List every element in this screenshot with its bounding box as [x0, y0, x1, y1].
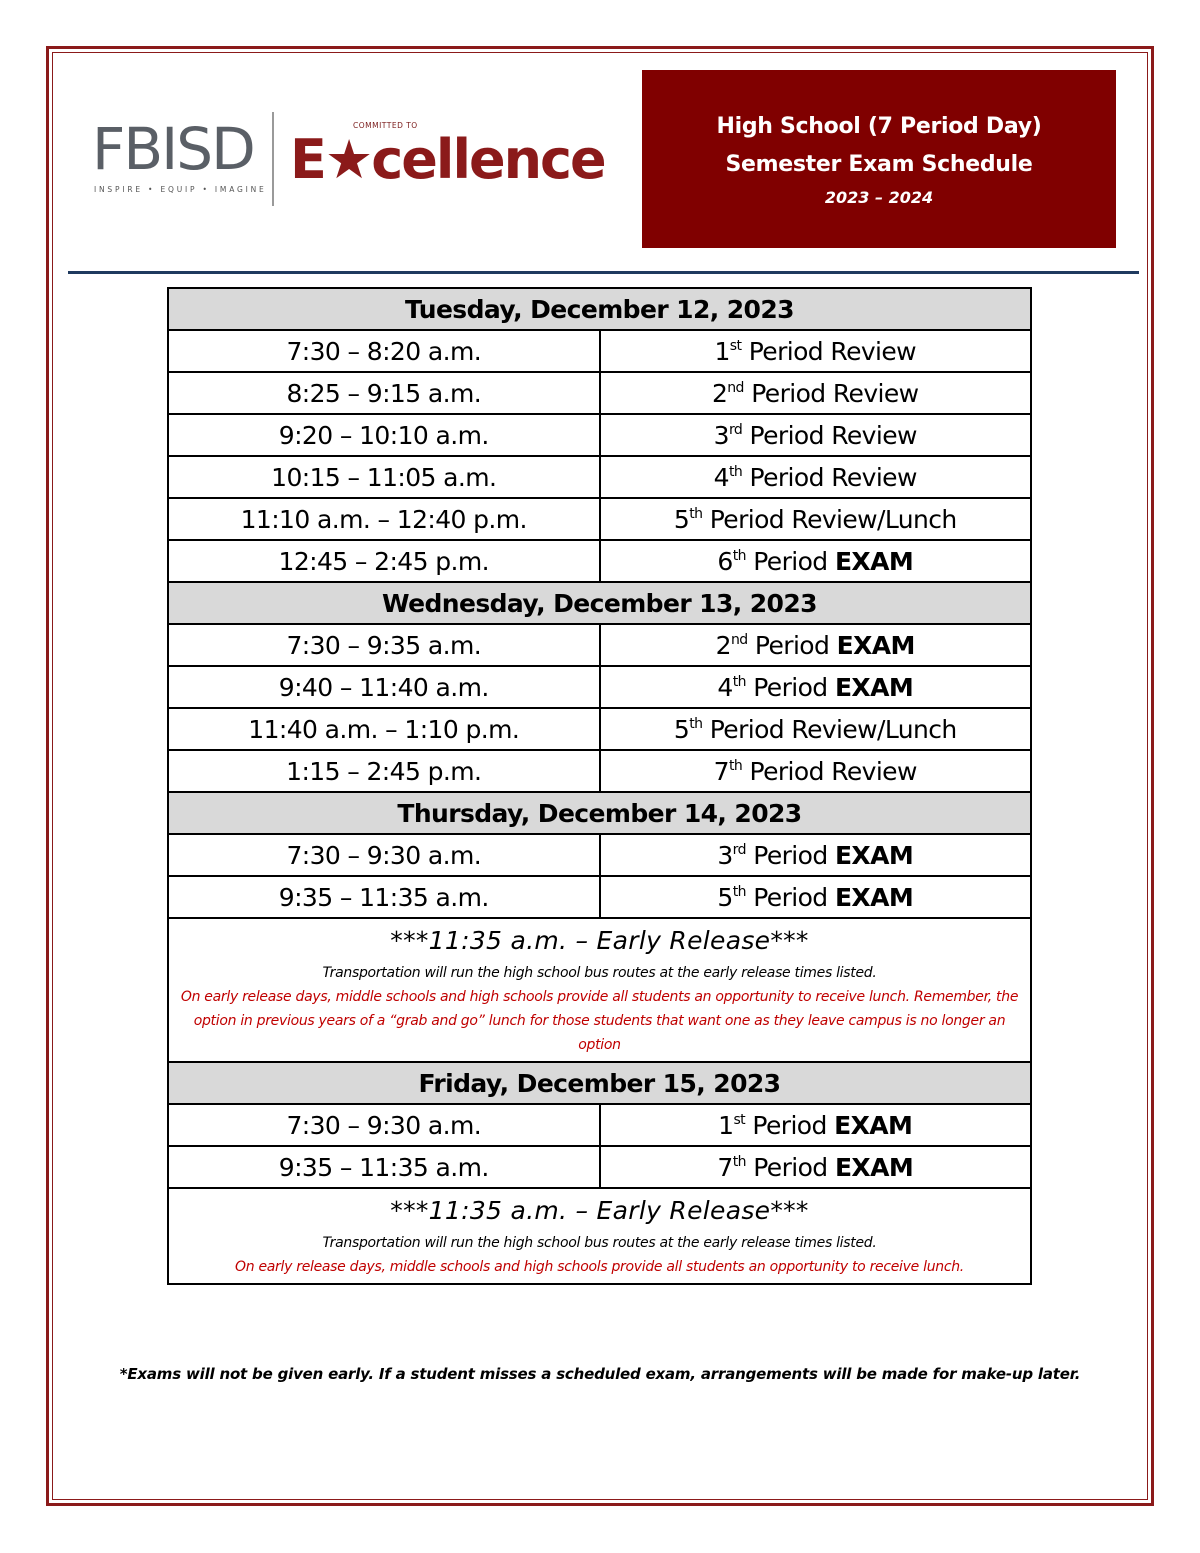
activity-cell [600, 1104, 1032, 1146]
footnote: *Exams will not be given early. If a student misses a scheduled exam, arrangements will be made for make-up later. [119, 1365, 1081, 1383]
period-ordinal: rd [728, 421, 743, 438]
title-line-2: Semester Exam Schedule [725, 152, 1033, 177]
period-number: 7 [717, 1152, 733, 1182]
excellence-wordmark: E★cellence [290, 128, 605, 191]
time-slot: 9:35 – 11:35 a.m. [168, 876, 600, 918]
day-header-row [168, 582, 1031, 624]
period-ordinal: th [728, 757, 743, 774]
early-release-row [168, 918, 1031, 1062]
time-slot: 7:30 – 8:20 a.m. [168, 330, 600, 372]
title-line-1: High School (7 Period Day) [716, 114, 1042, 139]
district-logo [92, 112, 612, 208]
exam-label: EXAM [836, 630, 915, 660]
activity-label: Period [753, 1152, 828, 1182]
transportation-note: Transportation will run the high school bus routes at the early release times listed. [322, 1235, 877, 1251]
day-header-row [168, 288, 1031, 330]
early-release-note [168, 918, 1031, 1062]
activity-label: Period [753, 546, 828, 576]
activity-label: Period Review [751, 378, 919, 408]
period-ordinal: nd [727, 379, 744, 396]
school-year: 2023 – 2024 [824, 188, 934, 207]
activity-cell [600, 834, 1032, 876]
time-slot: 9:40 – 11:40 a.m. [168, 666, 600, 708]
period-number: 4 [717, 672, 733, 702]
exam-label: EXAM [834, 672, 914, 702]
exam-label: EXAM [834, 1152, 914, 1182]
activity-label: Period Review/Lunch [709, 504, 957, 534]
period-number: 3 [713, 420, 729, 450]
early-release-title: ***11:35 a.m. – Early Release*** [390, 926, 809, 955]
activity-cell [600, 666, 1032, 708]
logo-tagline: INSPIRE • EQUIP • IMAGINE [94, 185, 267, 194]
period-number: 4 [713, 462, 729, 492]
activity-cell [600, 372, 1032, 414]
time-slot: 7:30 – 9:35 a.m. [168, 624, 600, 666]
schedule-row [168, 414, 1031, 456]
period-ordinal: th [689, 715, 703, 732]
day-header-row [168, 792, 1031, 834]
schedule-row [168, 876, 1031, 918]
period-ordinal: th [728, 463, 743, 480]
early-release-note [168, 1188, 1031, 1284]
activity-cell [600, 624, 1032, 666]
period-number: 5 [673, 504, 690, 534]
day-title: Tuesday, December 12, 2023 [168, 288, 1031, 330]
activity-cell [600, 750, 1032, 792]
period-ordinal: st [733, 1111, 746, 1128]
schedule-row [168, 708, 1031, 750]
time-slot: 8:25 – 9:15 a.m. [168, 372, 600, 414]
time-slot: 11:10 a.m. – 12:40 p.m. [168, 498, 600, 540]
time-slot: 7:30 – 9:30 a.m. [168, 1104, 600, 1146]
activity-label: Period Review [749, 462, 917, 492]
time-slot: 9:35 – 11:35 a.m. [168, 1146, 600, 1188]
transportation-note: Transportation will run the high school bus routes at the early release times listed. [322, 965, 877, 981]
activity-label: Period [753, 672, 828, 702]
schedule-row [168, 666, 1031, 708]
period-number: 1 [718, 1110, 734, 1140]
period-number: 1 [714, 336, 730, 366]
period-ordinal: th [732, 883, 746, 900]
period-ordinal: th [732, 1153, 746, 1170]
activity-label: Period Review [748, 336, 917, 366]
schedule-row [168, 372, 1031, 414]
period-ordinal: nd [730, 631, 748, 648]
schedule-row [168, 540, 1031, 582]
period-number: 5 [673, 714, 690, 744]
activity-label: Period [752, 1110, 827, 1140]
activity-cell [600, 414, 1032, 456]
lunch-note: On early release days, middle schools and high schools provide all students an opportunity to receive lunch. Remember, the option in previous years of a “grab and go” lunch for those students that want one as they leave campus is no longer an option [180, 989, 1019, 1053]
period-ordinal: th [732, 673, 746, 690]
fbisd-wordmark: FBISD [92, 115, 254, 183]
activity-cell [600, 708, 1032, 750]
activity-label: Period Review/Lunch [709, 714, 957, 744]
exam-label: EXAM [834, 882, 914, 912]
activity-cell [600, 540, 1032, 582]
activity-cell [600, 876, 1032, 918]
early-release-row [168, 1188, 1031, 1284]
activity-label: Period [754, 630, 830, 660]
schedule-row [168, 1146, 1031, 1188]
activity-cell [600, 498, 1032, 540]
period-ordinal: th [689, 505, 703, 522]
activity-label: Period [753, 882, 828, 912]
period-ordinal: rd [732, 841, 746, 858]
early-release-title: ***11:35 a.m. – Early Release*** [390, 1196, 809, 1225]
schedule-row [168, 624, 1031, 666]
activity-label: Period Review [749, 756, 917, 786]
exam-schedule-table [167, 287, 1032, 1285]
time-slot: 9:20 – 10:10 a.m. [168, 414, 600, 456]
exam-label: EXAM [834, 546, 914, 576]
period-number: 6 [717, 546, 733, 576]
activity-cell [600, 456, 1032, 498]
time-slot: 11:40 a.m. – 1:10 p.m. [168, 708, 600, 750]
schedule-row [168, 750, 1031, 792]
exam-label: EXAM [834, 1110, 913, 1140]
day-header-row [168, 1062, 1031, 1104]
activity-label: Period Review [749, 420, 917, 450]
logo-divider [272, 112, 274, 206]
fbisd-logo [92, 112, 267, 194]
day-title: Wednesday, December 13, 2023 [168, 582, 1031, 624]
exam-label: EXAM [834, 840, 914, 870]
period-number: 3 [717, 840, 733, 870]
header-divider [68, 271, 1139, 274]
schedule-row [168, 330, 1031, 372]
activity-cell [600, 330, 1032, 372]
schedule-row [168, 456, 1031, 498]
lunch-note: On early release days, middle schools and high schools provide all students an opportunity to receive lunch. [235, 1259, 964, 1275]
period-ordinal: th [732, 547, 746, 564]
time-slot: 1:15 – 2:45 p.m. [168, 750, 600, 792]
day-title: Friday, December 15, 2023 [168, 1062, 1031, 1104]
title-box [642, 70, 1116, 248]
period-number: 7 [713, 756, 729, 786]
schedule-row [168, 1104, 1031, 1146]
committed-to-text: COMMITTED TO [353, 121, 418, 130]
period-ordinal: st [729, 337, 742, 354]
schedule-row [168, 498, 1031, 540]
activity-cell [600, 1146, 1032, 1188]
time-slot: 7:30 – 9:30 a.m. [168, 834, 600, 876]
period-number: 2 [711, 378, 728, 408]
activity-label: Period [753, 840, 828, 870]
period-number: 5 [717, 882, 733, 912]
time-slot: 12:45 – 2:45 p.m. [168, 540, 600, 582]
schedule-row [168, 834, 1031, 876]
period-number: 2 [715, 630, 731, 660]
day-title: Thursday, December 14, 2023 [168, 792, 1031, 834]
time-slot: 10:15 – 11:05 a.m. [168, 456, 600, 498]
